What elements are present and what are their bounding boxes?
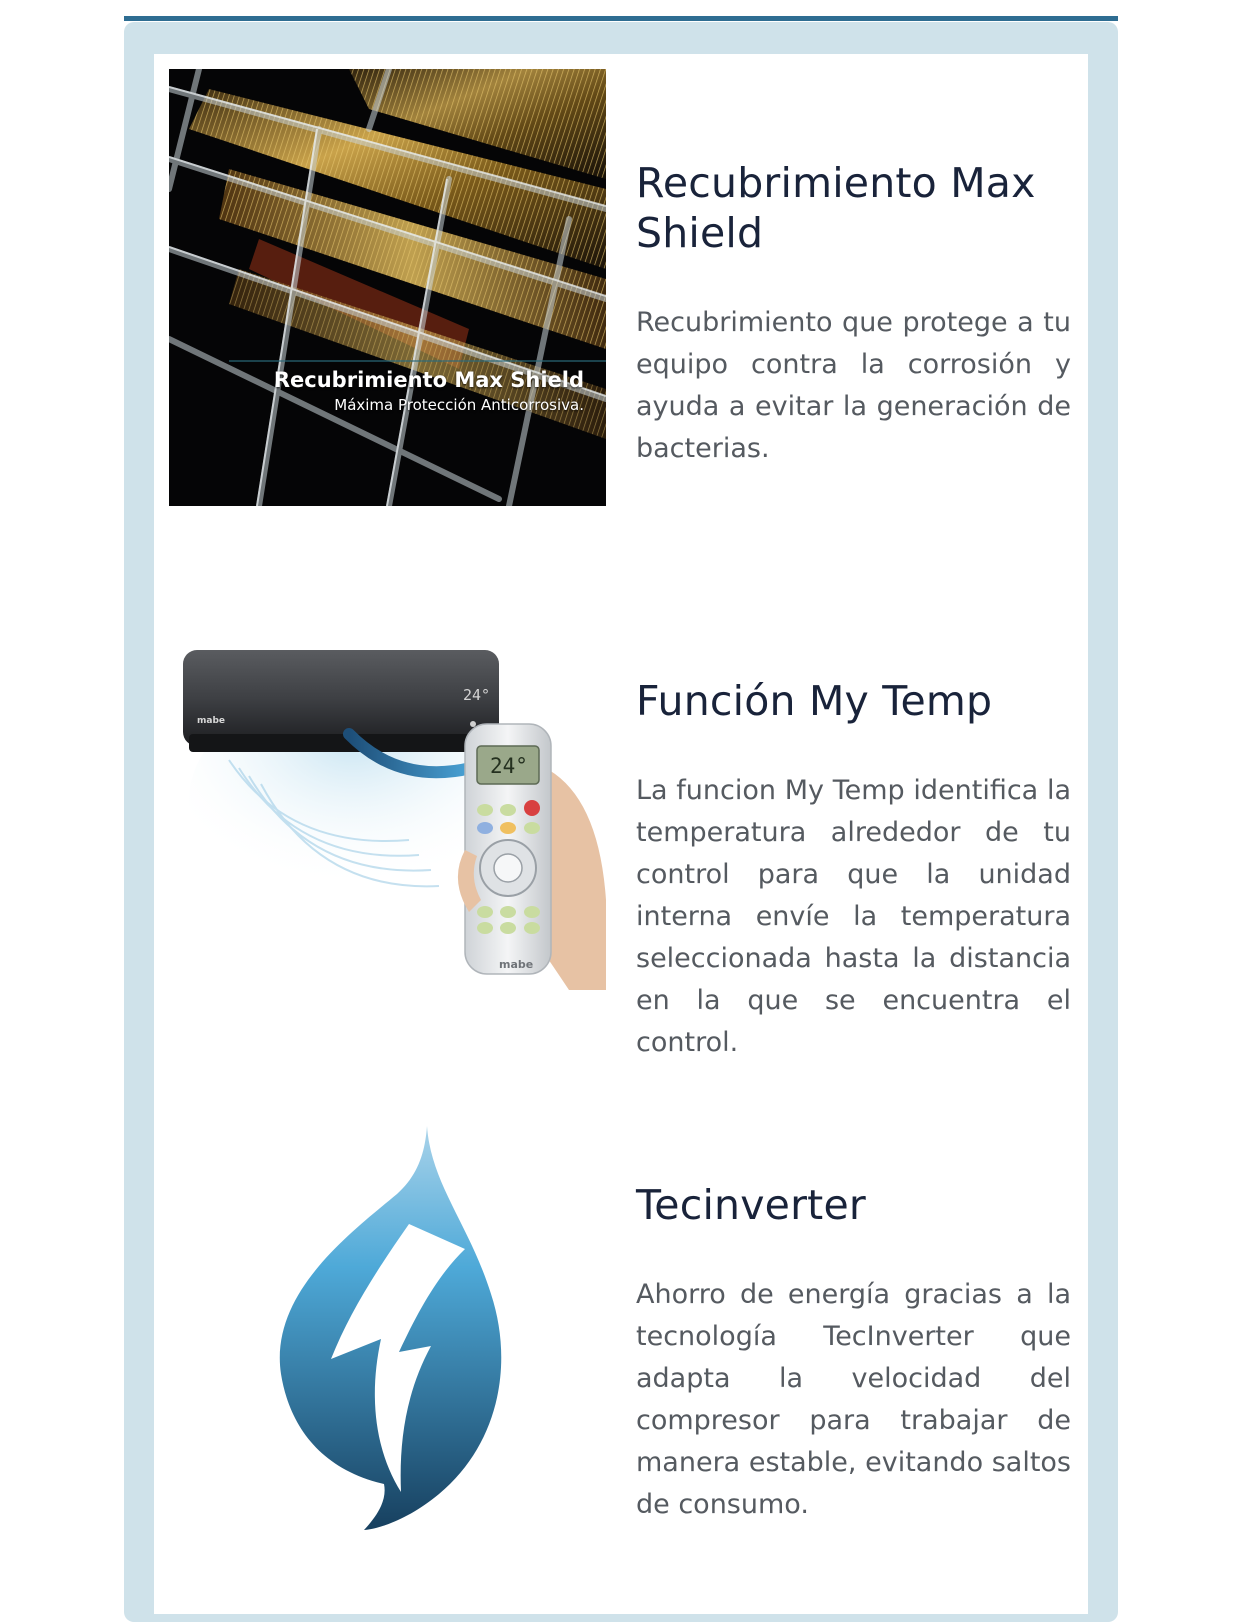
ac-remote-illustration	[169, 650, 606, 990]
feature-description: La funcion My Temp identifica la temperatura alrededor de tu control para que la unidad interna envíe la temperatura seleccionada hasta la distancia en la que se encuentra el control.	[636, 775, 1071, 1058]
max-shield-image	[169, 69, 606, 506]
feature-text	[636, 676, 1071, 1064]
remote-temperature-display: 24°	[490, 754, 528, 778]
remote-brand-logo: mabe	[499, 958, 534, 971]
feature-title: Tecinverter	[636, 1181, 866, 1229]
feature-max-shield	[154, 54, 1088, 514]
feature-description: Recubrimiento que protege a tu equipo contra la corrosión y ayuda a evitar la generación de bacterias.	[636, 307, 1071, 464]
unit-temperature-display: 24°	[463, 686, 491, 704]
unit-brand-logo: mabe	[197, 716, 225, 726]
feature-text	[636, 158, 1071, 470]
feature-title: Recubrimiento Max Shield	[636, 159, 1036, 257]
image-caption-subtitle: Máxima Protección Anticorrosiva.	[334, 396, 584, 414]
feature-tecinverter	[154, 1124, 1088, 1604]
energy-drop-icon	[169, 1124, 606, 1534]
feature-title: Función My Temp	[636, 677, 993, 725]
tecinverter-image	[169, 1124, 606, 1534]
feature-description: Ahorro de energía gracias a la tecnología TecInverter que adapta la velocidad del compresor para trabajar de manera estable, evitando saltos de consumo.	[636, 1279, 1071, 1520]
feature-my-temp	[154, 614, 1088, 1074]
feature-text	[636, 1180, 1071, 1526]
image-caption	[169, 367, 584, 415]
coil-illustration	[169, 69, 606, 506]
my-temp-image	[169, 650, 606, 990]
top-accent-rule	[124, 16, 1118, 21]
features-panel	[154, 54, 1088, 1614]
image-caption-title: Recubrimiento Max Shield	[273, 368, 584, 392]
